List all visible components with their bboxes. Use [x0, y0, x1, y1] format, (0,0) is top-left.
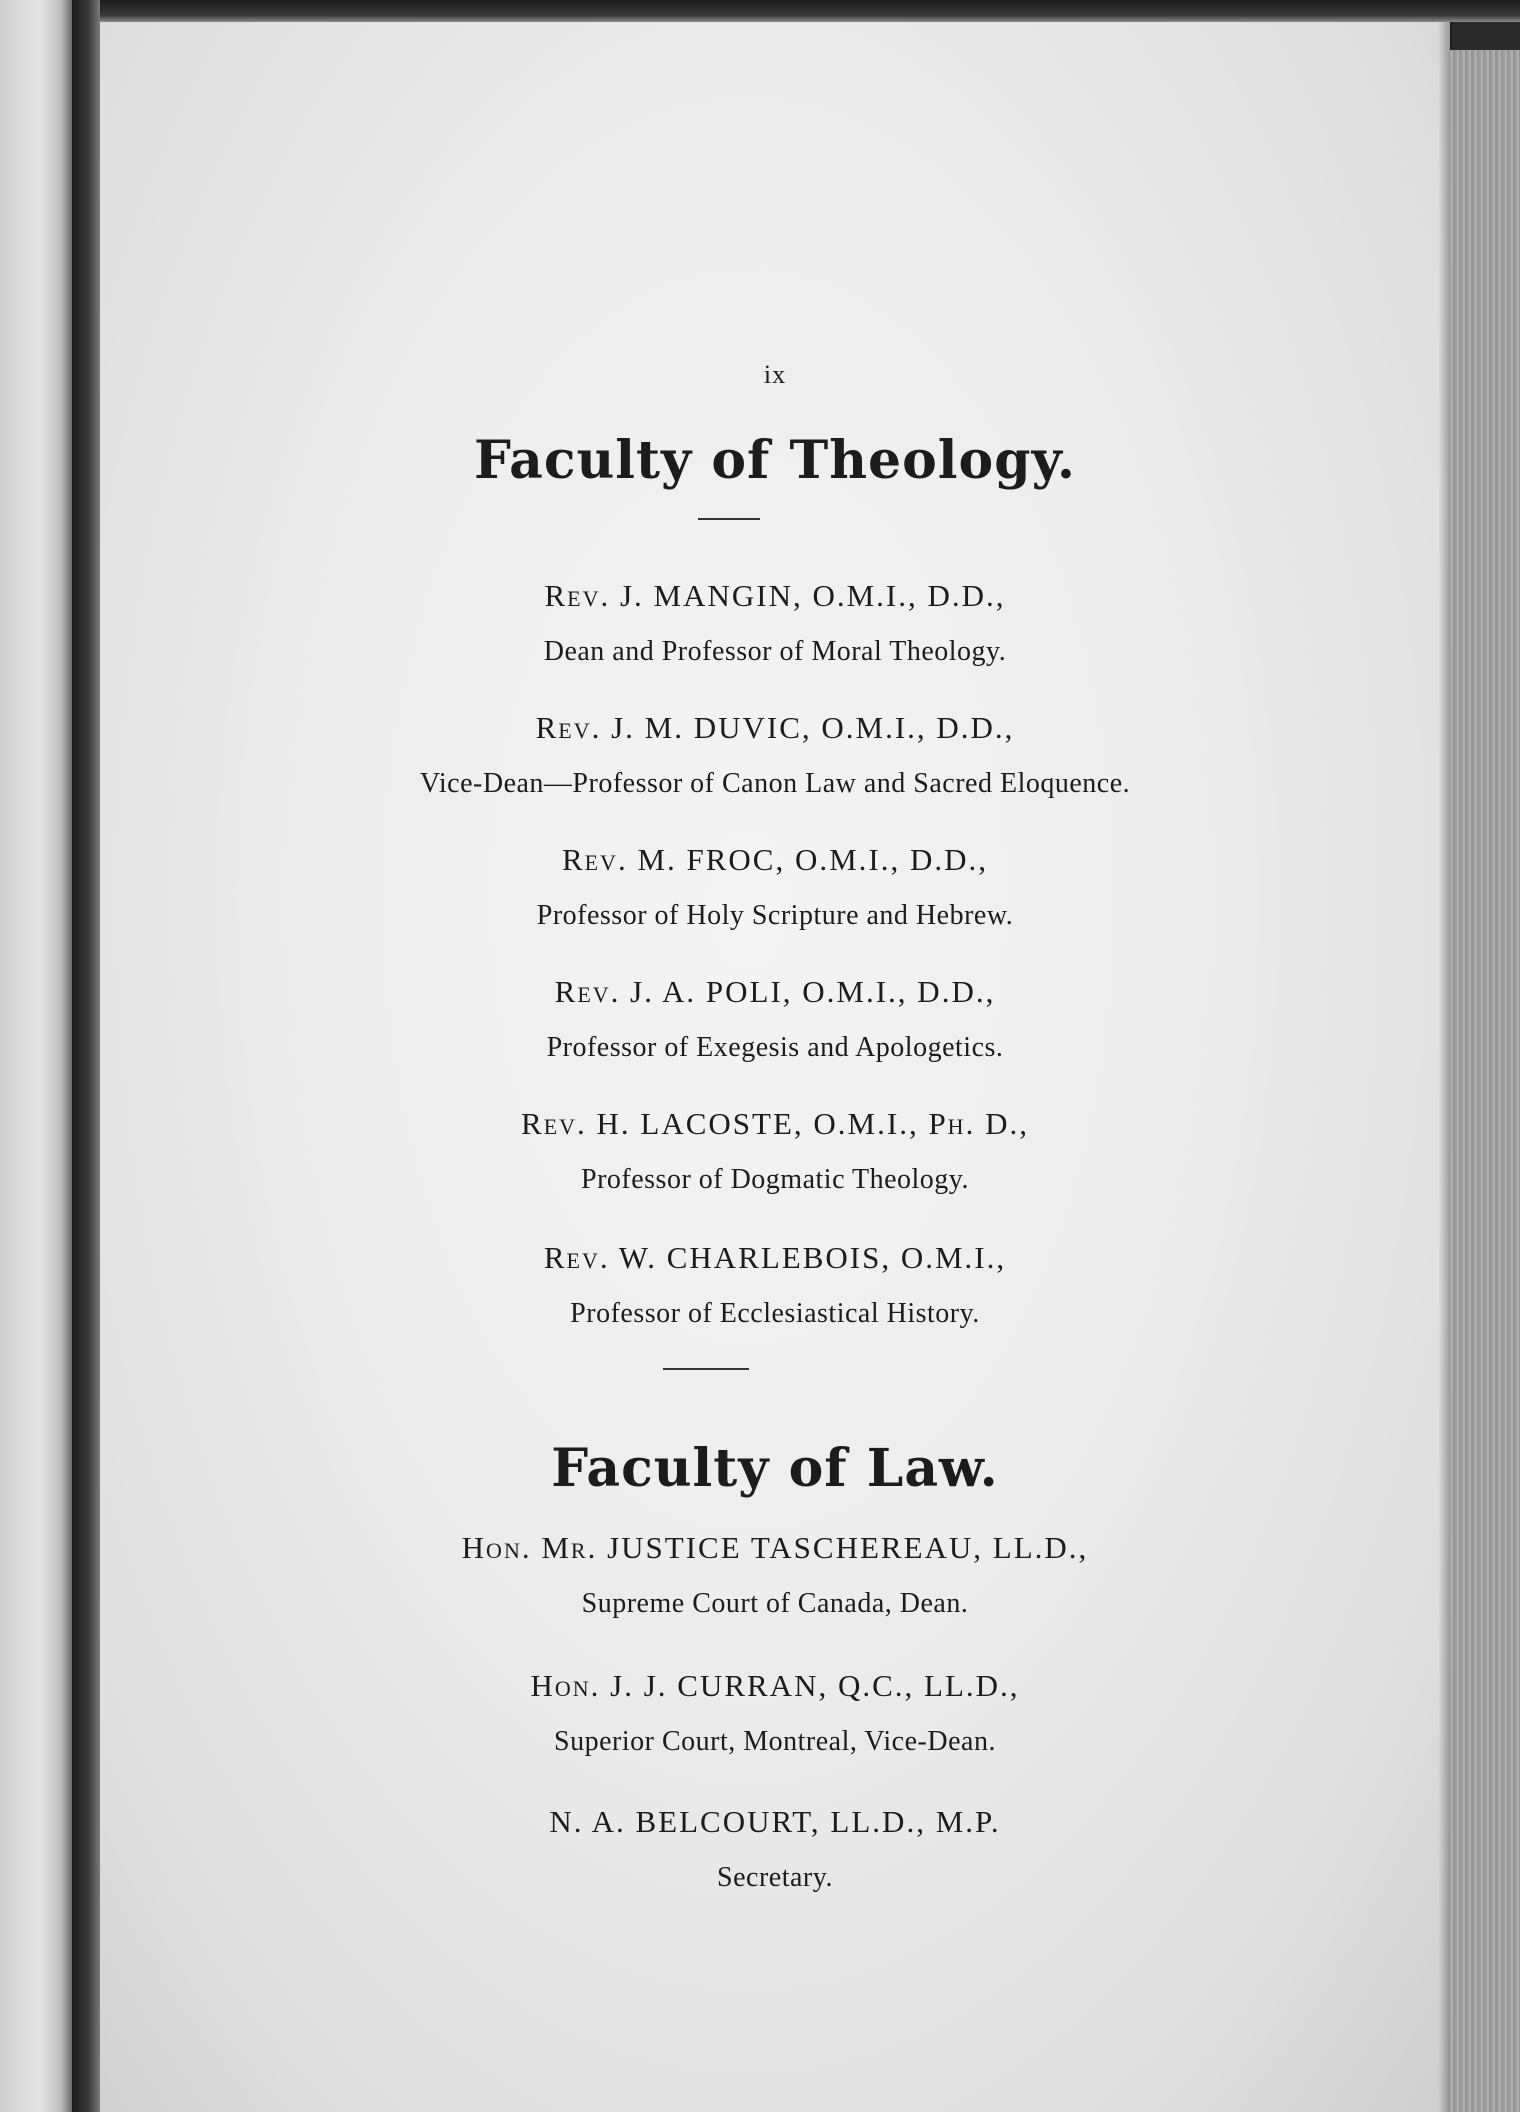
faculty-of-law-heading: Faculty of Law. [551, 1438, 999, 1499]
member-name: Rev. H. LACOSTE, O.M.I., Ph. D., [521, 1106, 1029, 1141]
member-role: Professor of Dogmatic Theology. [581, 1164, 969, 1195]
member-role: Vice-Dean—Professor of Canon Law and Sacred Eloquence. [419, 768, 1131, 799]
faculty-of-theology-heading: Faculty of Theology. [474, 430, 1076, 491]
member-role: Professor of Holy Scripture and Hebrew. [536, 900, 1014, 931]
member-role: Supreme Court of Canada, Dean. [581, 1588, 969, 1619]
page-content [100, 22, 1450, 2112]
member-name: Rev. J. MANGIN, O.M.I., D.D., [544, 578, 1006, 613]
member-name: N. A. BELCOURT, LL.D., M.P. [549, 1804, 1001, 1839]
member-role: Dean and Professor of Moral Theology. [543, 636, 1007, 667]
member-name: Hon. J. J. CURRAN, Q.C., LL.D., [530, 1668, 1020, 1703]
member-role: Secretary. [717, 1862, 833, 1893]
member-role: Professor of Exegesis and Apologetics. [546, 1032, 1004, 1063]
member-name: Hon. Mr. JUSTICE TASCHEREAU, LL.D., [461, 1530, 1089, 1565]
member-name: Rev. M. FROC, O.M.I., D.D., [561, 842, 989, 877]
scan-top-edge [0, 0, 1520, 22]
member-role: Professor of Ecclesiastical History. [570, 1298, 980, 1329]
member-name: Rev. J. A. POLI, O.M.I., D.D., [554, 974, 996, 1009]
page-number: ix [763, 360, 787, 389]
section-rule [698, 518, 760, 520]
member-role: Superior Court, Montreal, Vice-Dean. [554, 1726, 996, 1757]
page-block-edge [1450, 50, 1520, 2112]
member-name: Rev. J. M. DUVIC, O.M.I., D.D., [535, 710, 1015, 745]
facing-page-edge [0, 0, 72, 2112]
section-rule [663, 1368, 749, 1370]
member-name: Rev. W. CHARLEBOIS, O.M.I., [543, 1240, 1007, 1275]
book-gutter [72, 0, 100, 2112]
